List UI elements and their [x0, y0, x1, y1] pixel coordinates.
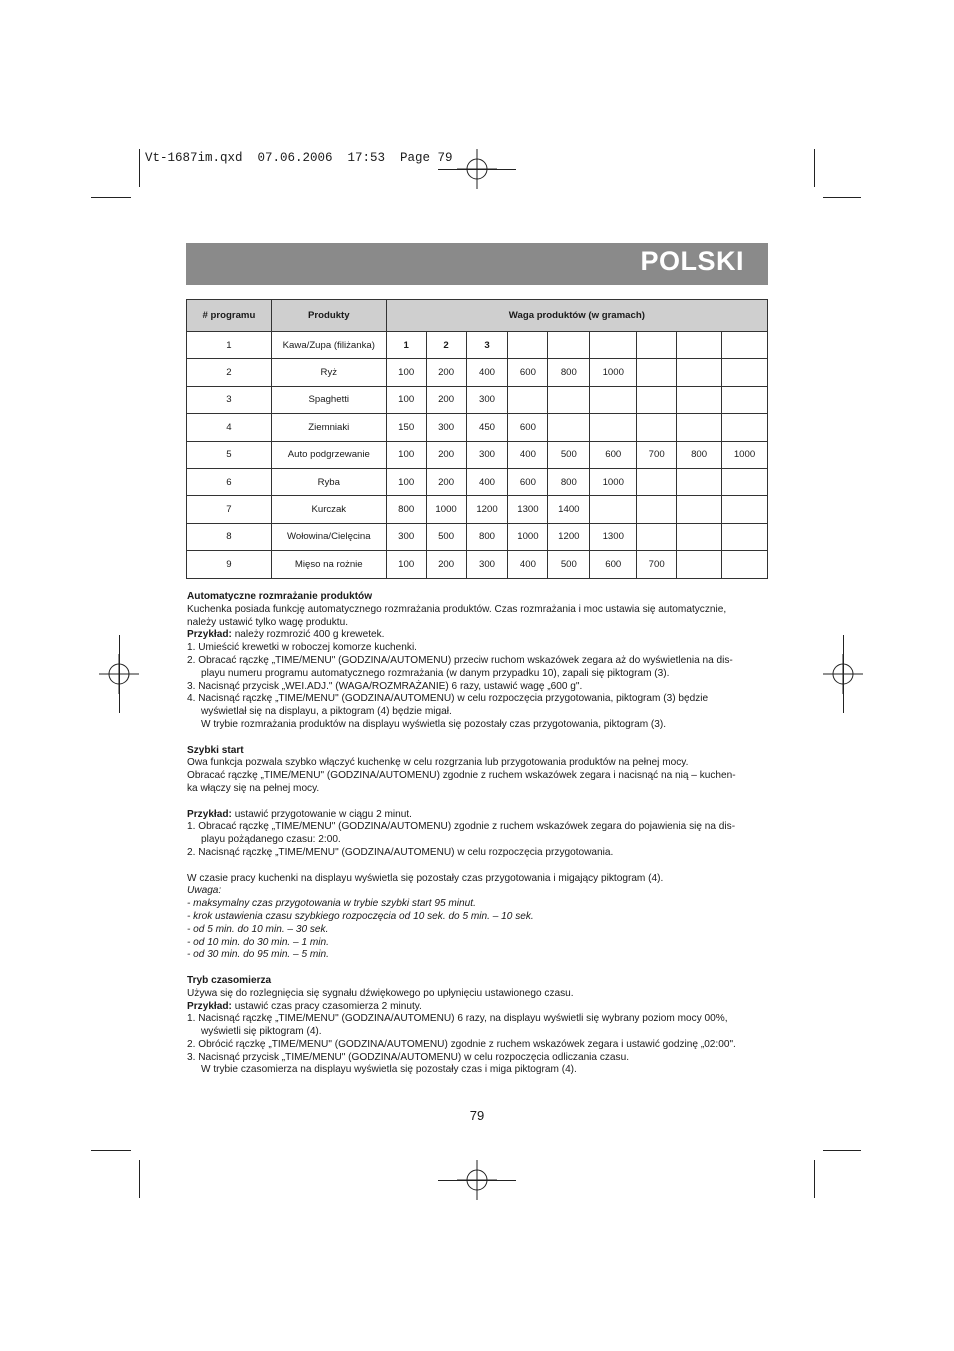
crop-mark — [119, 635, 120, 713]
crop-mark — [139, 149, 140, 187]
example-label: Przykład: — [187, 629, 232, 641]
note-item: - od 10 min. do 30 min. – 1 min. — [187, 936, 329, 948]
table-row — [187, 386, 768, 413]
crop-mark — [438, 1180, 516, 1181]
print-slug: Vt-1687im.qxd 07.06.2006 17:53 Page 79 — [145, 151, 453, 165]
program-number: 4 — [187, 414, 272, 441]
product-name: Ryż — [271, 359, 386, 386]
weight-cell: 200 — [426, 441, 466, 468]
weight-cell — [722, 551, 768, 578]
crop-mark — [843, 635, 844, 713]
example-label: Przykład: — [187, 1000, 232, 1012]
program-number: 5 — [187, 441, 272, 468]
list-item: 1. Obracać rączkę „TIME/MENU" (GODZINA/AUTOMENU) zgodnie z ruchem wskazówek zegara do pojawienia się na dis- — [187, 821, 736, 833]
weight-cell — [637, 386, 677, 413]
list-item-cont: wyświetli się piktogram (4). — [201, 1026, 322, 1038]
note-item: - od 30 min. do 95 min. – 5 min. — [187, 949, 329, 961]
table-row — [187, 414, 768, 441]
weight-cell: 100 — [386, 551, 426, 578]
weight-cell: 600 — [508, 414, 548, 441]
header-program: # programu — [187, 300, 272, 332]
table-row — [187, 359, 768, 386]
weight-cell: 150 — [386, 414, 426, 441]
weight-cell: 400 — [466, 468, 508, 495]
body-text — [187, 591, 772, 1077]
paragraph: Obracać rączkę „TIME/MENU" (GODZINA/AUTOMENU) zgodnie z ruchem wskazówek zegara i nacisnąć na nią – kuchen- — [187, 770, 736, 782]
banner-title: POLSKI — [640, 246, 744, 276]
weight-cell — [722, 359, 768, 386]
weight-cell: 200 — [426, 359, 466, 386]
program-number: 9 — [187, 551, 272, 578]
weight-cell — [637, 468, 677, 495]
paragraph: Owa funkcja pozwala szybko włączyć kuchenkę w celu rozgrzania lub przygotowania produktów na pełnej mocy. — [187, 757, 689, 769]
weight-cell — [722, 386, 768, 413]
list-item-cont: W trybie rozmrażania produktów na displayu wyświetla się pozostały czas przygotowania, piktogram (3). — [201, 718, 667, 730]
list-item: 1. Nacisnąć rączkę „TIME/MENU" (GODZINA/AUTOMENU) 6 razy, na displayu wyświetli się wybrany poziom mocy 00%, — [187, 1013, 728, 1025]
weight-cell: 300 — [466, 551, 508, 578]
product-name: Auto podgrzewanie — [271, 441, 386, 468]
program-table — [186, 299, 768, 579]
example: Przykład: ustawić przygotowanie w ciągu 2 minut. — [187, 808, 412, 820]
language-banner — [186, 243, 768, 285]
section-title: Tryb czasomierza — [187, 974, 272, 986]
weight-cell: 100 — [386, 386, 426, 413]
example: Przykład: należy rozmrozić 400 g krewetek. — [187, 629, 385, 641]
weight-cell — [677, 496, 722, 523]
list-item: 1. Umieścić krewetki w roboczej komorze kuchenki. — [187, 642, 417, 654]
weight-cell — [722, 332, 768, 359]
note-item: - od 5 min. do 10 min. – 30 sek. — [187, 923, 329, 935]
table-row — [187, 332, 768, 359]
list-item: 3. Nacisnąć przycisk „WEI.ADJ." (WAGA/ROZMRAŻANIE) 6 razy, ustawić wagę „600 g". — [187, 680, 583, 692]
product-name: Wołowina/Cielęcina — [271, 523, 386, 550]
weight-cell: 600 — [590, 441, 637, 468]
weight-cell: 200 — [426, 468, 466, 495]
weight-cell — [637, 332, 677, 359]
crop-mark — [823, 1150, 861, 1151]
weight-cell: 800 — [386, 496, 426, 523]
crop-mark — [438, 169, 516, 170]
weight-cell: 400 — [508, 441, 548, 468]
weight-cell — [722, 468, 768, 495]
list-item: 2. Obrócić rączkę „TIME/MENU" (GODZINA/AUTOMENU) zgodnie z ruchem wskazówek zegara i ustawić godzinę „02:00". — [187, 1038, 736, 1050]
weight-cell — [637, 414, 677, 441]
weight-cell: 1000 — [508, 523, 548, 550]
crop-mark — [91, 197, 131, 198]
note-item: - krok ustawienia czasu szybkiego rozpoczęcia od 10 sek. do 5 min. – 10 sek. — [187, 910, 534, 922]
program-number: 2 — [187, 359, 272, 386]
weight-cell — [677, 414, 722, 441]
header-weight: Waga produktów (w gramach) — [386, 300, 767, 332]
list-item-cont: wyświetlał się na displayu, a piktogram (4) będzie migał. — [201, 706, 452, 718]
program-number: 6 — [187, 468, 272, 495]
crop-mark — [823, 197, 861, 198]
weight-cell: 600 — [508, 468, 548, 495]
list-item: 3. Nacisnąć przycisk „TIME/MENU" (GODZINA/AUTOMENU) w celu rozpoczęcia odliczania czasu. — [187, 1051, 630, 1063]
example: Przykład: ustawić czas pracy czasomierza 2 minuty. — [187, 1000, 422, 1012]
table-row — [187, 468, 768, 495]
weight-cell: 1400 — [548, 496, 590, 523]
program-number: 3 — [187, 386, 272, 413]
section-title: Szybki start — [187, 744, 244, 756]
weight-cell — [637, 496, 677, 523]
table-header — [187, 300, 768, 332]
weight-cell: 400 — [508, 551, 548, 578]
weight-cell: 700 — [637, 551, 677, 578]
weight-cell — [590, 414, 637, 441]
product-name: Ziemniaki — [271, 414, 386, 441]
product-name: Kurczak — [271, 496, 386, 523]
list-item-cont: playu pożądanego czasu: 2:00. — [201, 834, 341, 846]
weight-cell — [637, 359, 677, 386]
paragraph: ka włączy się na pełnej mocy. — [187, 782, 320, 794]
weight-cell — [508, 386, 548, 413]
product-name: Kawa/Zupa (filiżanka) — [271, 332, 386, 359]
table-row — [187, 523, 768, 550]
weight-cell: 1 — [386, 332, 426, 359]
weight-cell: 800 — [548, 468, 590, 495]
list-item: 4. Nacisnąć rączkę „TIME/MENU" (GODZINA/AUTOMENU) w celu rozpoczęcia przygotowania, piktogram (3) będzie — [187, 693, 709, 705]
weight-cell: 800 — [548, 359, 590, 386]
page-number: 79 — [469, 1108, 485, 1123]
weight-cell — [677, 386, 722, 413]
weight-cell — [548, 414, 590, 441]
weight-cell: 800 — [466, 523, 508, 550]
paragraph: Kuchenka posiada funkcję automatycznego rozmrażania produktów. Czas rozmrażania i moc ustawia się automatycznie, — [187, 603, 727, 615]
paragraph: W czasie pracy kuchenki na displayu wyświetla się pozostały czas przygotowania i migający piktogram (4). — [187, 872, 664, 884]
note-title: Uwaga: — [187, 885, 222, 897]
weight-cell — [722, 414, 768, 441]
paragraph: należy ustawić tylko wagę produktu. — [187, 616, 349, 628]
weight-cell — [722, 523, 768, 550]
weight-cell — [637, 523, 677, 550]
weight-cell: 100 — [386, 468, 426, 495]
weight-cell — [677, 468, 722, 495]
weight-cell — [548, 332, 590, 359]
table-row — [187, 441, 768, 468]
weight-cell: 300 — [386, 523, 426, 550]
weight-cell: 1000 — [590, 359, 637, 386]
weight-cell: 200 — [426, 386, 466, 413]
product-name: Mięso na rożnie — [271, 551, 386, 578]
weight-cell: 600 — [590, 551, 637, 578]
table-row — [187, 496, 768, 523]
weight-cell: 1200 — [466, 496, 508, 523]
weight-cell: 300 — [466, 386, 508, 413]
weight-cell — [677, 332, 722, 359]
weight-cell: 3 — [466, 332, 508, 359]
list-item-cont: W trybie czasomierza na displayu wyświetla się pozostały czas i miga piktogram (4). — [201, 1064, 577, 1076]
crop-mark — [91, 1150, 131, 1151]
weight-cell — [590, 496, 637, 523]
program-number: 7 — [187, 496, 272, 523]
weight-cell: 600 — [508, 359, 548, 386]
weight-cell — [677, 523, 722, 550]
weight-cell: 200 — [426, 551, 466, 578]
weight-cell: 1200 — [548, 523, 590, 550]
weight-cell: 100 — [386, 441, 426, 468]
weight-cell: 300 — [426, 414, 466, 441]
product-name: Spaghetti — [271, 386, 386, 413]
weight-cell: 100 — [386, 359, 426, 386]
weight-cell: 500 — [548, 551, 590, 578]
weight-cell: 450 — [466, 414, 508, 441]
program-number: 1 — [187, 332, 272, 359]
weight-cell: 1300 — [590, 523, 637, 550]
note-item: - maksymalny czas przygotowania w trybie szybki start 95 minut. — [187, 898, 476, 910]
weight-cell — [548, 386, 590, 413]
crop-mark — [814, 149, 815, 187]
weight-cell — [677, 359, 722, 386]
weight-cell: 700 — [637, 441, 677, 468]
weight-cell: 1300 — [508, 496, 548, 523]
weight-cell — [590, 332, 637, 359]
crop-mark — [814, 1160, 815, 1198]
crop-mark — [139, 1160, 140, 1198]
weight-cell: 800 — [677, 441, 722, 468]
header-products: Produkty — [271, 300, 386, 332]
weight-cell — [722, 496, 768, 523]
section-title: Automatyczne rozmrażanie produktów — [187, 591, 373, 602]
weight-cell — [677, 551, 722, 578]
list-item: 2. Nacisnąć rączkę „TIME/MENU" (GODZINA/AUTOMENU) w celu rozpoczęcia przygotowania. — [187, 846, 614, 858]
weight-cell: 500 — [426, 523, 466, 550]
weight-cell: 400 — [466, 359, 508, 386]
weight-cell: 1000 — [590, 468, 637, 495]
weight-cell: 2 — [426, 332, 466, 359]
list-item-cont: playu numeru programu automatycznego rozmrażania (w danym przypadku 10), zapali się piktogram (3). — [201, 667, 670, 679]
table-row — [187, 551, 768, 578]
product-name: Ryba — [271, 468, 386, 495]
weight-cell: 1000 — [426, 496, 466, 523]
list-item: 2. Obracać rączkę „TIME/MENU" (GODZINA/AUTOMENU) przeciw ruchom wskazówek zegara aż do wyświetlenia na dis- — [187, 654, 733, 666]
weight-cell — [508, 332, 548, 359]
program-number: 8 — [187, 523, 272, 550]
weight-cell: 1000 — [722, 441, 768, 468]
weight-cell — [590, 386, 637, 413]
example-label: Przykład: — [187, 808, 232, 820]
paragraph: Używa się do rozlegnięcia się sygnału dźwiękowego po upłynięciu ustawionego czasu. — [187, 987, 574, 999]
weight-cell: 300 — [466, 441, 508, 468]
weight-cell: 500 — [548, 441, 590, 468]
